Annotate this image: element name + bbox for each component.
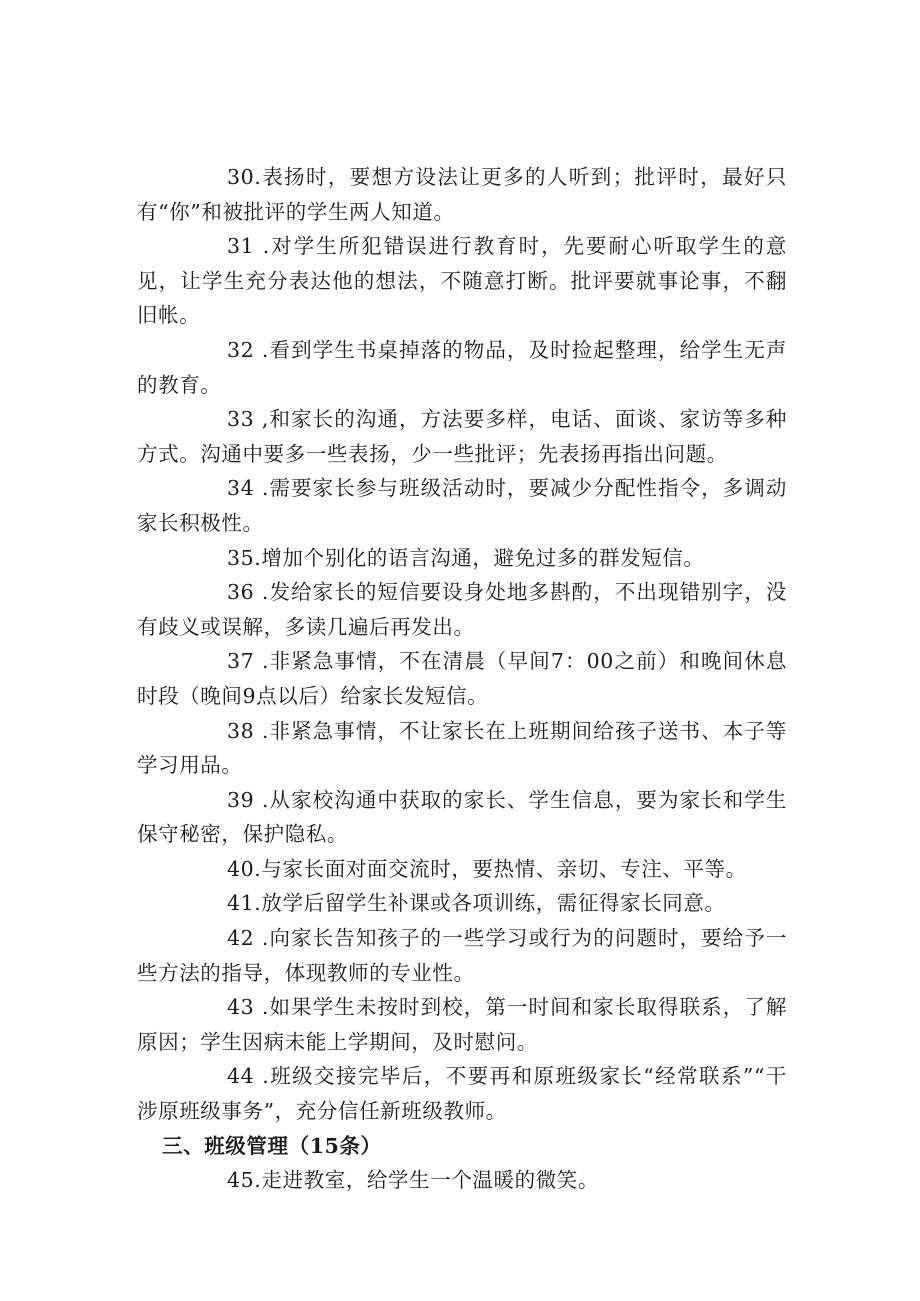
item-number: 43: [227, 995, 255, 1020]
item-text: .走进教室，给学生一个温暖的微笑。: [254, 1168, 600, 1193]
list-item-31: [137, 229, 787, 333]
document-body: [137, 160, 787, 1198]
list-item-36: [137, 575, 787, 644]
item-number: 34: [227, 476, 255, 501]
list-item-42: [137, 921, 787, 990]
item-text: .与家长面对面交流时，要热情、亲切、专注、平等。: [254, 856, 747, 881]
list-item-41: [137, 886, 787, 921]
item-number: 38: [227, 718, 255, 743]
item-number: 36: [227, 580, 255, 605]
list-item-38: [137, 714, 787, 783]
item-text: .需要家长参与班级活动时，要减少分配性指令，多调动家长积极性。: [137, 476, 788, 535]
item-text: .表扬时，要想方设法让更多的人听到；批评时，最好只有“你”和被批评的学生两人知道。: [137, 165, 787, 224]
item-number: 30: [227, 165, 255, 189]
item-number: 41: [227, 891, 255, 916]
item-text: .班级交接完毕后，不要再和原班级家长“经常联系”“干涉原班级事务”，充分信任新班级教师。: [137, 1064, 787, 1124]
item-number: 35: [227, 545, 255, 570]
item-number: 44: [227, 1064, 255, 1089]
list-item-44: [137, 1059, 787, 1128]
item-text: .非紧急事情，不让家长在上班期间给孩子送书、本子等学习用品。: [137, 718, 788, 778]
item-text: .增加个别化的语言沟通，避免过多的群发短信。: [254, 545, 705, 570]
list-item-35: [137, 541, 787, 576]
section-heading: [137, 1129, 787, 1164]
item-text: .发给家长的短信要设身处地多斟酌，不出现错别字，没有歧义或误解，多读几遍后再发出。: [137, 580, 788, 639]
section-count: （15条）: [288, 1133, 382, 1158]
list-item-37: [137, 644, 787, 713]
item-number: 42: [227, 926, 255, 951]
list-item-33: [137, 402, 787, 471]
list-item-43: [137, 990, 787, 1059]
item-text: .如果学生未按时到校，第一时间和家长取得联系，了解原因；学生因病未能上学期间，及时慰问。: [137, 995, 788, 1054]
item-number: 45: [227, 1168, 255, 1193]
item-text: .非紧急事情，不在清晨（早间7：00之前）和晚间休息时段（晚间9点以后）给家长发短信。: [137, 649, 787, 708]
item-number: 39: [227, 787, 255, 812]
item-number: 32: [227, 337, 255, 362]
item-text: .对学生所犯错误进行教育时，先要耐心听取学生的意见，让学生充分表达他的想法，不随意打断。批评要就事论事，不翻旧帐。: [137, 234, 787, 328]
list-item-32: [137, 333, 787, 402]
list-item-34: [137, 471, 787, 540]
item-text: .从家校沟通中获取的家长、学生信息，要为家长和学生保守秘密，保护隐私。: [137, 787, 788, 847]
section-title: 三、班级管理: [162, 1133, 289, 1158]
list-item-45: [137, 1163, 787, 1198]
item-text: .看到学生书桌掉落的物品，及时捡起整理，给学生无声的教育。: [137, 337, 788, 397]
item-number: 37: [227, 649, 255, 674]
list-item-40: [137, 852, 787, 887]
item-text: .放学后留学生补课或各项训练，需征得家长同意。: [254, 891, 726, 916]
item-text: .向家长告知孩子的一些学习或行为的问题时，要给予一些方法的指导，体现教师的专业性。: [137, 926, 788, 985]
list-item-30: [137, 160, 787, 229]
item-text: ,和家长的沟通，方法要多样，电话、面谈、家访等多种方式。沟通中要多一些表扬，少一些批评；先表扬再指出问题。: [137, 407, 788, 466]
item-number: 40: [227, 856, 255, 881]
list-item-39: [137, 783, 787, 852]
item-number: 31: [227, 234, 255, 259]
item-number: 33: [227, 407, 255, 432]
